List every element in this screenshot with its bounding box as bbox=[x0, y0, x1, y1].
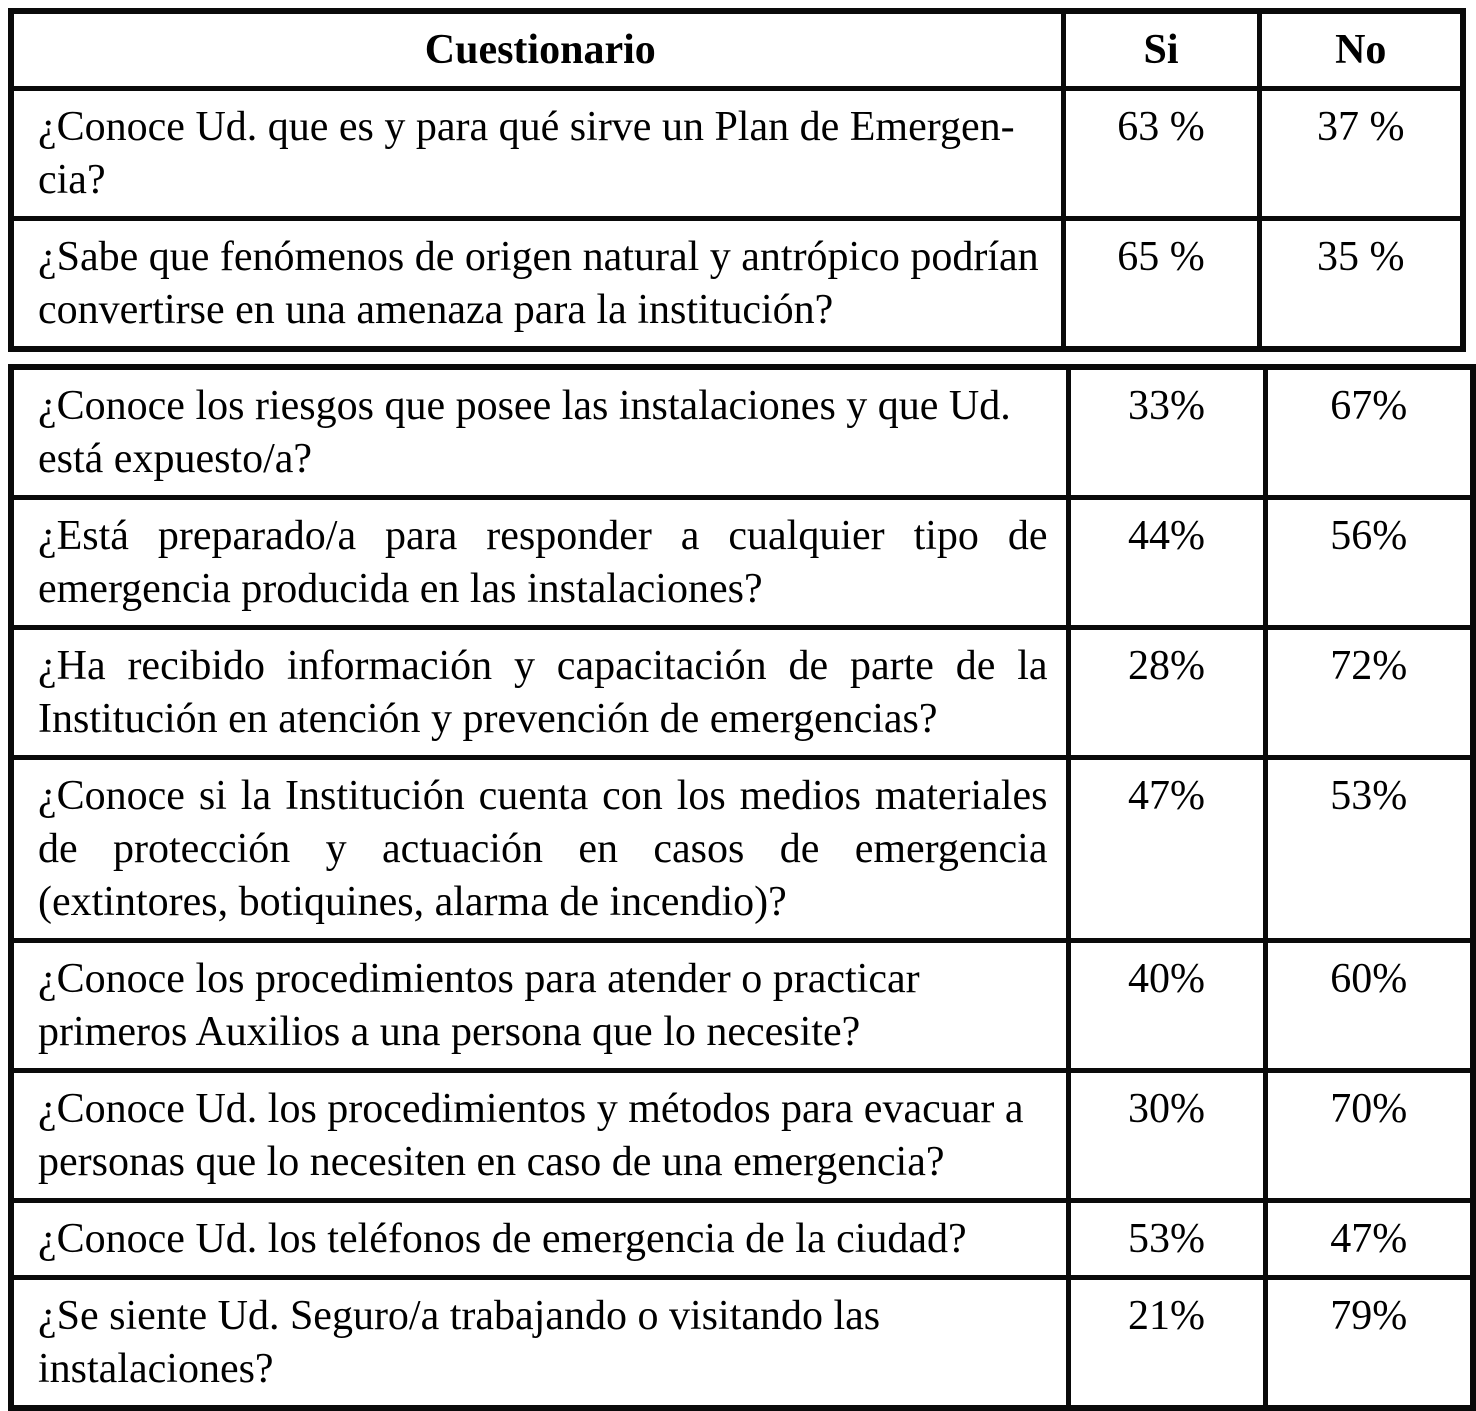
question-cell: ¿Se siente Ud. Seguro/a trabajando o visitando las instalaciones? bbox=[11, 1278, 1068, 1409]
no-percentage-cell: 37 % bbox=[1259, 89, 1463, 219]
survey-table-2 bbox=[8, 364, 1476, 1411]
yes-percentage-cell: 40% bbox=[1068, 941, 1265, 1071]
table-row bbox=[11, 367, 1473, 498]
table-row bbox=[11, 1278, 1473, 1409]
question-cell: ¿Conoce Ud. los procedimientos y métodos para evacuar a personas que lo necesiten en caso de una emergencia? bbox=[11, 1071, 1068, 1201]
header-question: Cuestionario bbox=[11, 11, 1063, 89]
header-yes: Si bbox=[1063, 11, 1259, 89]
no-percentage-cell: 56% bbox=[1265, 498, 1473, 628]
yes-percentage-cell: 53% bbox=[1068, 1201, 1265, 1278]
yes-percentage-cell: 21% bbox=[1068, 1278, 1265, 1409]
no-percentage-cell: 53% bbox=[1265, 758, 1473, 941]
question-cell: ¿Conoce los procedimientos para atender o practicar primeros Auxilios a una persona que lo necesite? bbox=[11, 941, 1068, 1071]
question-cell: ¿Sabe que fenómenos de origen natural y antrópico podrían convertirse en una amenaza para la institución? bbox=[11, 219, 1063, 350]
table-row bbox=[11, 1071, 1473, 1201]
no-percentage-cell: 72% bbox=[1265, 628, 1473, 758]
header-no: No bbox=[1259, 11, 1463, 89]
survey-table-1 bbox=[8, 8, 1466, 352]
no-percentage-cell: 67% bbox=[1265, 367, 1473, 498]
yes-percentage-cell: 30% bbox=[1068, 1071, 1265, 1201]
question-cell: ¿Conoce Ud. que es y para qué sirve un Plan de Emergen-cia? bbox=[11, 89, 1063, 219]
yes-percentage-cell: 63 % bbox=[1063, 89, 1259, 219]
yes-percentage-cell: 47% bbox=[1068, 758, 1265, 941]
yes-percentage-cell: 33% bbox=[1068, 367, 1265, 498]
yes-percentage-cell: 65 % bbox=[1063, 219, 1259, 350]
table-row bbox=[11, 941, 1473, 1071]
question-cell: ¿Conoce los riesgos que posee las instalaciones y que Ud. está expuesto/a? bbox=[11, 367, 1068, 498]
table-row bbox=[11, 1201, 1473, 1278]
question-cell: ¿Ha recibido información y capacitación de parte de la Institución en atención y prevención de emergencias? bbox=[11, 628, 1068, 758]
header-row bbox=[11, 11, 1463, 89]
yes-percentage-cell: 28% bbox=[1068, 628, 1265, 758]
question-cell: ¿Conoce si la Institución cuenta con los medios materiales de protección y actuación en casos de emergencia (extintores, botiquines, alarma de incendio)? bbox=[11, 758, 1068, 941]
table-row bbox=[11, 89, 1463, 219]
no-percentage-cell: 47% bbox=[1265, 1201, 1473, 1278]
no-percentage-cell: 60% bbox=[1265, 941, 1473, 1071]
no-percentage-cell: 79% bbox=[1265, 1278, 1473, 1409]
no-percentage-cell: 35 % bbox=[1259, 219, 1463, 350]
yes-percentage-cell: 44% bbox=[1068, 498, 1265, 628]
table-row bbox=[11, 628, 1473, 758]
table-row bbox=[11, 758, 1473, 941]
table-row bbox=[11, 498, 1473, 628]
question-cell: ¿Está preparado/a para responder a cualquier tipo de emergencia producida en las instalaciones? bbox=[11, 498, 1068, 628]
no-percentage-cell: 70% bbox=[1265, 1071, 1473, 1201]
question-cell: ¿Conoce Ud. los teléfonos de emergencia de la ciudad? bbox=[11, 1201, 1068, 1278]
table-row bbox=[11, 219, 1463, 350]
